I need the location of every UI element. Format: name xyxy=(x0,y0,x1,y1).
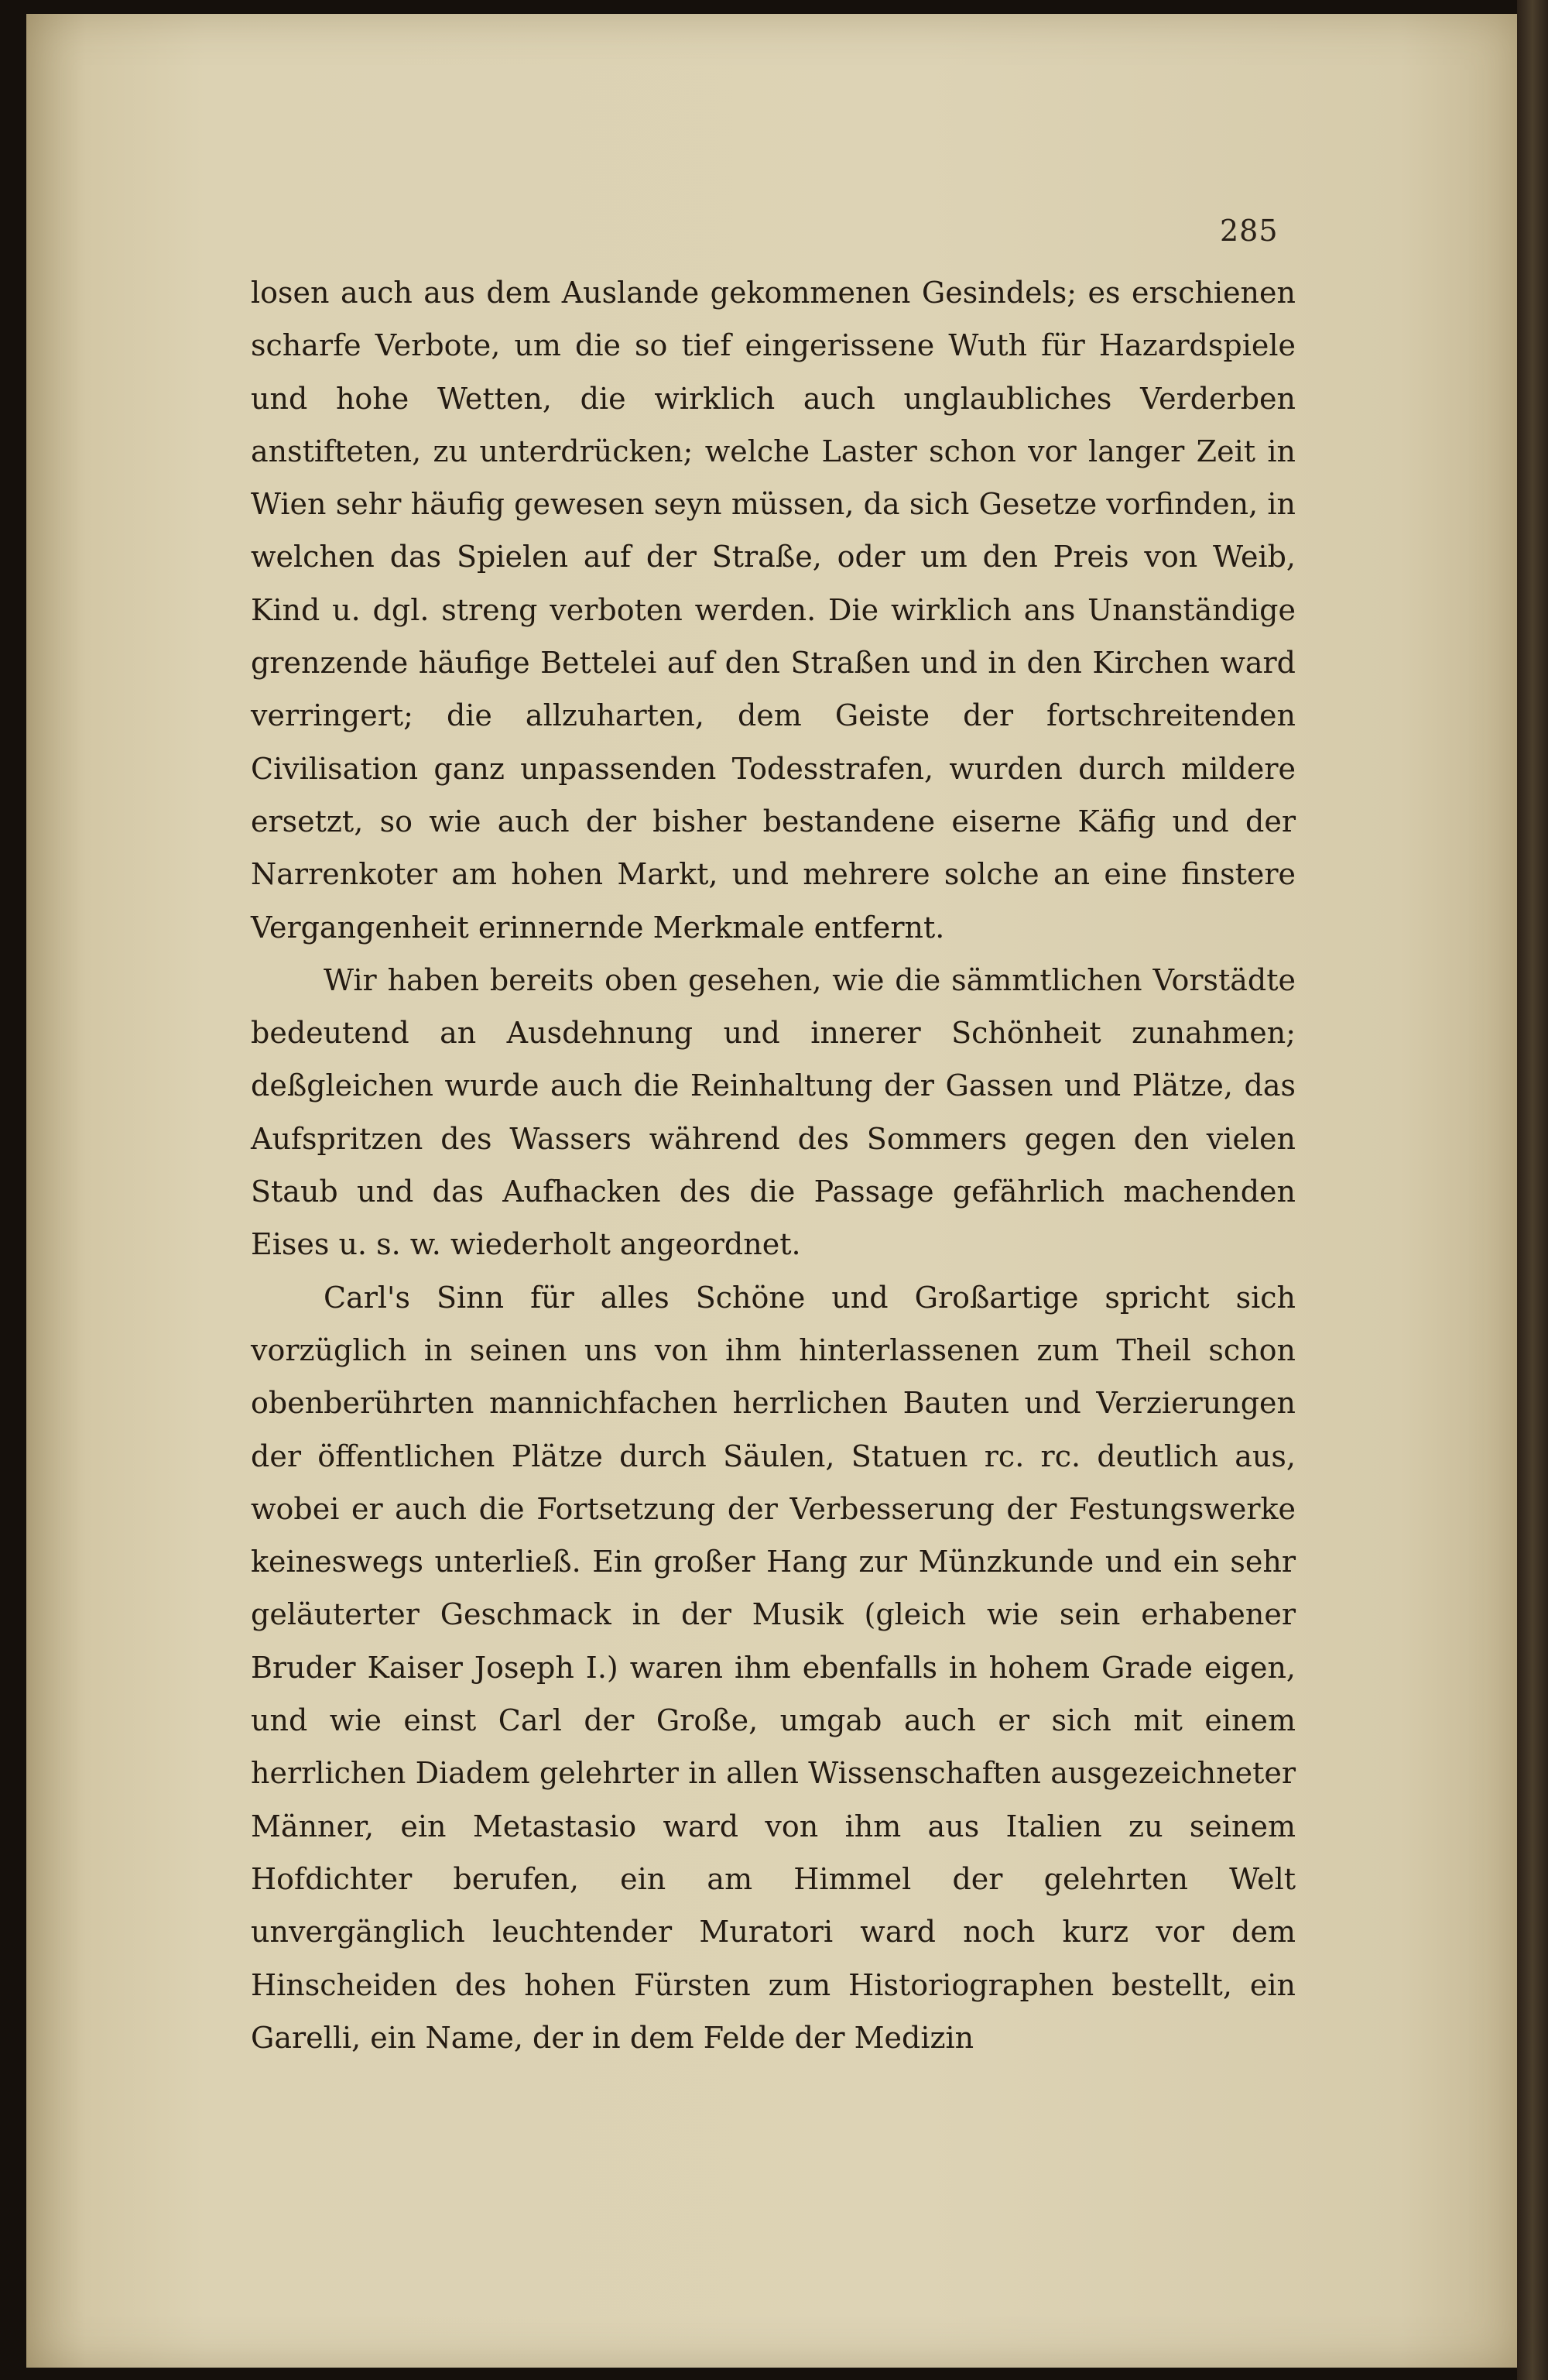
paragraph-3: Carl's Sinn für alles Schöne und Großartige spricht sich vorzüglich in seinen uns von ihm hinterlassenen zum Theil schon obenberührten mannichfachen herrlichen Bauten und Verzierungen der öffentlichen Plätze durch Säulen, Statuen rc. rc. deutlich aus, wobei er auch die Fortsetzung der Verbesserung der Festungswerke keineswegs unterließ. Ein großer Hang zur Münzkunde und ein sehr geläuterter Geschmack in der Musik (gleich wie sein erhabener Bruder Kaiser Joseph I.) waren ihm ebenfalls in hohem Grade eigen, und wie einst Carl der Große, umgab auch er sich mit einem herrlichen Diadem gelehrter in allen Wissenschaften ausgezeichneter Männer, ein Metastasio ward von ihm aus Italien zu seinem Hofdichter berufen, ein am Himmel der gelehrten Welt unvergänglich leuchtender Muratori ward noch kurz vor dem Hinscheiden des hohen Fürsten zum Historiographen bestellt, ein Garelli, ein Name, der in dem Felde der Medizin xyxy=(251,1280,1296,2055)
book-binding-edge xyxy=(1517,0,1548,2380)
page-number: 285 xyxy=(1220,214,1279,248)
book-page xyxy=(26,14,1520,2368)
paragraph-2: Wir haben bereits oben gesehen, wie die sämmtlichen Vorstädte bedeutend an Ausdehnung und innerer Schönheit zunahmen; deßgleichen wurde auch die Reinhaltung der Gassen und Plätze, das Aufspritzen des Wassers während des Sommers gegen den vielen Staub und das Aufhacken des die Passage gefährlich machenden Eises u. s. w. wiederholt angeordnet. xyxy=(251,962,1296,1262)
body-text xyxy=(251,266,1296,2064)
paragraph-1: losen auch aus dem Auslande gekommenen Gesindels; es erschienen scharfe Verbote, um die so tief eingerissene Wuth für Hazardspiele und hohe Wetten, die wirklich auch unglaubliches Verderben anstifteten, zu unterdrücken; welche Laster schon vor langer Zeit in Wien sehr häufig gewesen seyn müssen, da sich Gesetze vorfinden, in welchen das Spielen auf der Straße, oder um den Preis von Weib, Kind u. dgl. streng verboten werden. Die wirklich ans Unanständige grenzende häufige Bettelei auf den Straßen und in den Kirchen ward verringert; die allzuharten, dem Geiste der fortschreitenden Civilisation ganz unpassenden Todesstrafen, wurden durch mildere ersetzt, so wie auch der bisher bestandene eiserne Käfig und der Narrenkoter am hohen Markt, und mehrere solche an eine finstere Vergangenheit erinnernde Merkmale entfernt. xyxy=(251,276,1296,945)
